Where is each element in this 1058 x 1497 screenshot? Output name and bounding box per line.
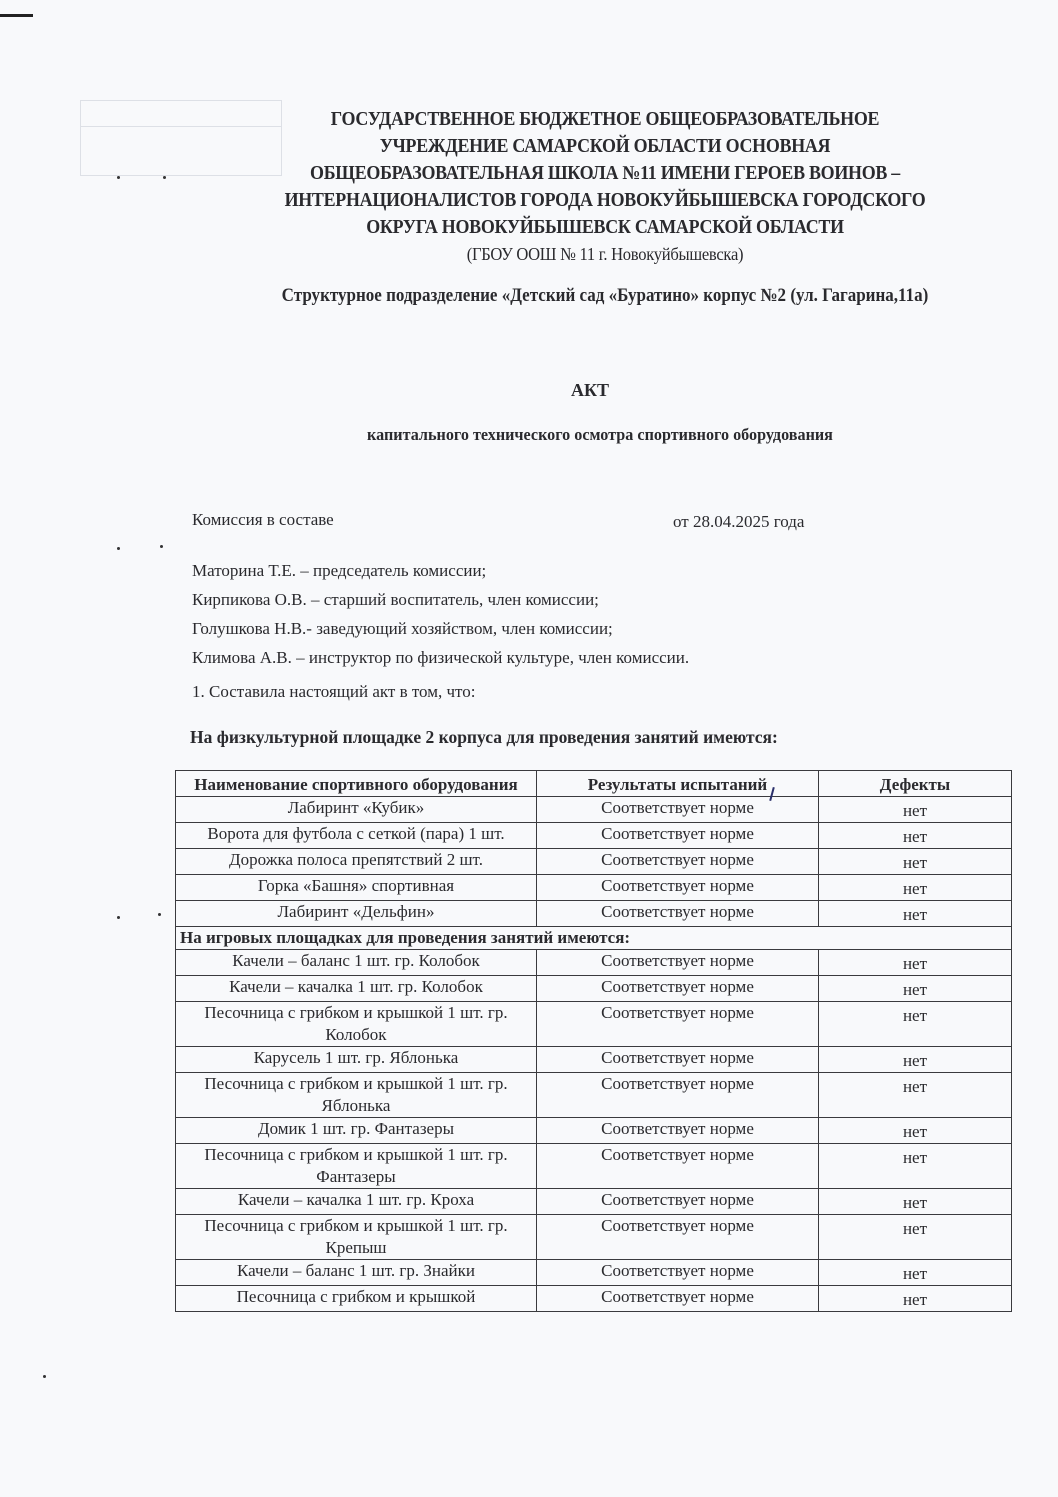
speck <box>117 547 120 550</box>
test-result-cell: Соответствует норме <box>537 1002 819 1047</box>
section-heading: На физкультурной площадке 2 корпуса для проведения занятий имеются: <box>190 727 778 747</box>
equipment-name-cell: Лабиринт «Дельфин» <box>176 901 537 927</box>
table-row <box>176 1286 1012 1312</box>
defects-cell: нет <box>819 797 1012 823</box>
table-row <box>176 1118 1012 1144</box>
commission-members <box>192 556 689 672</box>
equipment-name-cell: Песочница с грибком и крышкой 1 шт. гр. Яблонька <box>176 1073 537 1118</box>
table-row <box>176 875 1012 901</box>
equipment-name-cell: Горка «Башня» спортивная <box>176 875 537 901</box>
defects-cell: нет <box>819 1002 1012 1047</box>
defects-cell: нет <box>819 901 1012 927</box>
table-row <box>176 849 1012 875</box>
table-group-heading-row <box>176 927 1012 950</box>
header-abbreviation: (ГБОУ ООШ № 11 г. Новокуйбышевска) <box>466 244 744 264</box>
equipment-name-cell: Песочница с грибком и крышкой <box>176 1286 537 1312</box>
table-row <box>176 1260 1012 1286</box>
table-row <box>176 1002 1012 1047</box>
defects-cell: нет <box>819 1118 1012 1144</box>
equipment-name-cell: Домик 1 шт. гр. Фантазеры <box>176 1118 537 1144</box>
column-header-name: Наименование спортивного оборудования <box>176 771 537 797</box>
equipment-name-cell: Качели – качалка 1 шт. гр. Колобок <box>176 976 537 1002</box>
group-heading: На игровых площадках для проведения занятий имеются: <box>176 927 1012 950</box>
equipment-name-cell: Ворота для футбола с сеткой (пара) 1 шт. <box>176 823 537 849</box>
header-line: УЧРЕЖДЕНИЕ САМАРСКОЙ ОБЛАСТИ ОСНОВНАЯ <box>379 136 831 157</box>
defects-cell: нет <box>819 950 1012 976</box>
header-line: ОБЩЕОБРАЗОВАТЕЛЬНАЯ ШКОЛА №11 ИМЕНИ ГЕРОЕВ ВОИНОВ – <box>310 163 900 184</box>
member-item: Климова А.В. – инструктор по физической культуре, член комиссии. <box>192 648 690 667</box>
column-header-results: Результаты испытаний <box>537 771 819 797</box>
subdivision-line: Структурное подразделение «Детский сад «Буратино» корпус №2 (ул. Гагарина,11а) <box>281 286 929 306</box>
test-result-cell: Соответствует норме <box>537 1144 819 1189</box>
test-result-cell: Соответствует норме <box>537 901 819 927</box>
header-line: ОКРУГА НОВОКУЙБЫШЕВСК САМАРСКОЙ ОБЛАСТИ <box>366 217 844 238</box>
speck <box>43 1375 46 1378</box>
test-result-cell: Соответствует норме <box>537 797 819 823</box>
table-row <box>176 1215 1012 1260</box>
test-result-cell: Соответствует норме <box>537 1073 819 1118</box>
member-item: Голушкова Н.В.- заведующий хозяйством, член комиссии; <box>192 619 613 638</box>
speck <box>163 176 166 179</box>
table-row <box>176 797 1012 823</box>
speck <box>117 176 120 179</box>
equipment-name-cell: Песочница с грибком и крышкой 1 шт. гр. Колобок <box>176 1002 537 1047</box>
table-row <box>176 950 1012 976</box>
defects-cell: нет <box>819 1047 1012 1073</box>
column-header-defects: Дефекты <box>819 771 1012 797</box>
equipment-name-cell: Лабиринт «Кубик» <box>176 797 537 823</box>
member-item: Маторина Т.Е. – председатель комиссии; <box>192 561 487 580</box>
test-result-cell: Соответствует норме <box>537 1215 819 1260</box>
member-item: Кирпикова О.В. – старший воспитатель, член комиссии; <box>192 590 599 609</box>
table-row <box>176 1073 1012 1118</box>
header-line: ГОСУДАРСТВЕННОЕ БЮДЖЕТНОЕ ОБЩЕОБРАЗОВАТЕЛЬНОЕ <box>330 109 880 130</box>
equipment-table <box>175 770 1012 1312</box>
document-subtitle: капитального технического осмотра спортивного оборудования <box>367 425 833 444</box>
defects-cell: нет <box>819 1189 1012 1215</box>
defects-cell: нет <box>819 1144 1012 1189</box>
commission-label: Комиссия в составе <box>192 510 334 529</box>
table-header-row <box>176 771 1012 797</box>
document-date: от 28.04.2025 года <box>673 512 805 531</box>
equipment-name-cell: Песочница с грибком и крышкой 1 шт. гр. Крепыш <box>176 1215 537 1260</box>
table-row <box>176 1144 1012 1189</box>
defects-cell: нет <box>819 976 1012 1002</box>
table-row <box>176 1047 1012 1073</box>
table-row <box>176 823 1012 849</box>
test-result-cell: Соответствует норме <box>537 1047 819 1073</box>
test-result-cell: Соответствует норме <box>537 950 819 976</box>
scan-edge-mark <box>0 14 33 17</box>
table-row <box>176 976 1012 1002</box>
statement-text: 1. Составила настоящий акт в том, что: <box>192 682 476 701</box>
test-result-cell: Соответствует норме <box>537 1189 819 1215</box>
test-result-cell: Соответствует норме <box>537 849 819 875</box>
defects-cell: нет <box>819 875 1012 901</box>
test-result-cell: Соответствует норме <box>537 1286 819 1312</box>
document-title: АКТ <box>570 380 610 400</box>
equipment-name-cell: Дорожка полоса препятствий 2 шт. <box>176 849 537 875</box>
table-row <box>176 1189 1012 1215</box>
table-row <box>176 901 1012 927</box>
equipment-name-cell: Качели – баланс 1 шт. гр. Знайки <box>176 1260 537 1286</box>
test-result-cell: Соответствует норме <box>537 1260 819 1286</box>
defects-cell: нет <box>819 849 1012 875</box>
speck <box>160 545 163 548</box>
test-result-cell: Соответствует норме <box>537 875 819 901</box>
equipment-name-cell: Качели – качалка 1 шт. гр. Кроха <box>176 1189 537 1215</box>
defects-cell: нет <box>819 1073 1012 1118</box>
institution-header <box>232 106 977 268</box>
defects-cell: нет <box>819 1286 1012 1312</box>
test-result-cell: Соответствует норме <box>537 823 819 849</box>
defects-cell: нет <box>819 1260 1012 1286</box>
equipment-name-cell: Карусель 1 шт. гр. Яблонька <box>176 1047 537 1073</box>
equipment-name-cell: Песочница с грибком и крышкой 1 шт. гр. Фантазеры <box>176 1144 537 1189</box>
equipment-name-cell: Качели – баланс 1 шт. гр. Колобок <box>176 950 537 976</box>
speck <box>117 916 120 919</box>
defects-cell: нет <box>819 823 1012 849</box>
defects-cell: нет <box>819 1215 1012 1260</box>
speck <box>158 913 161 916</box>
test-result-cell: Соответствует норме <box>537 1118 819 1144</box>
header-line: ИНТЕРНАЦИОНАЛИСТОВ ГОРОДА НОВОКУЙБЫШЕВСКА ГОРОДСКОГО <box>284 190 926 211</box>
test-result-cell: Соответствует норме <box>537 976 819 1002</box>
